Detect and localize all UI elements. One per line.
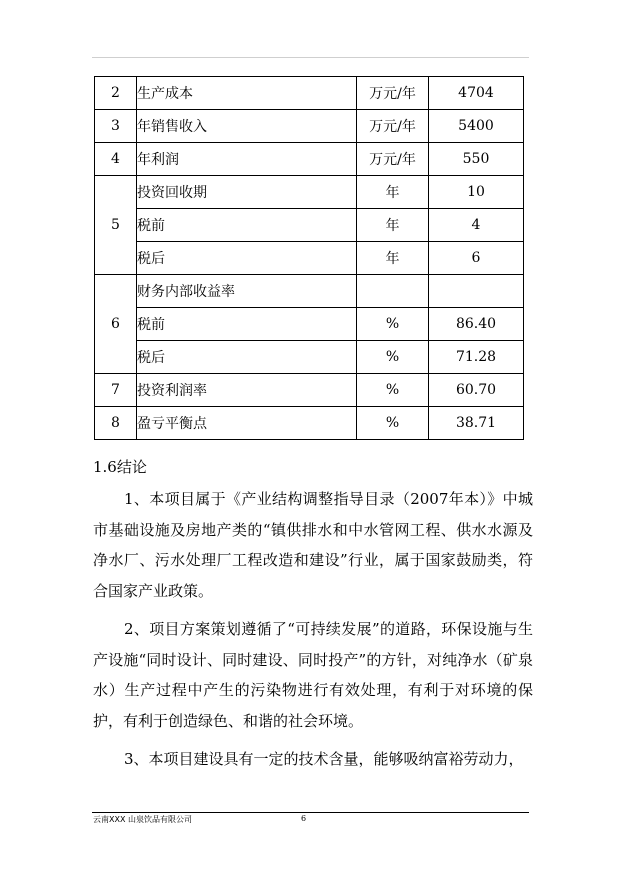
paragraph-text: 2、项目方案策划遵循了“可持续发展”的道路，环保设施与生产设施“同时设计、同时建设、同时投产”的方针，对纯净水（矿泉水）生产过程中产生的污染物进行有效处理，有利于对环境的保护，有利于创造绿色、和谐的社会环境。 — [93, 620, 533, 730]
item-name: 投资利润率 — [137, 374, 357, 407]
table-row — [95, 275, 524, 308]
item-name: 税后 — [137, 242, 357, 275]
conclusion-paragraph-3 — [93, 744, 533, 775]
section-heading: 1.6结论 — [93, 458, 147, 476]
item-value — [429, 275, 524, 308]
item-unit: % — [357, 308, 429, 341]
row-number: 6 — [95, 275, 137, 374]
item-value: 4704 — [429, 77, 524, 110]
paragraph-text: 3、本项目建设具有一定的技术含量，能够吸纳富裕劳动力， — [124, 750, 524, 768]
row-number: 8 — [95, 407, 137, 440]
paragraph-text: 1、本项目属于《产业结构调整指导目录（2007年本）》中城市基础设施及房地产类的“镇供排水和中水管网工程、供水水源及净水厂、污水处理厂工程改造和建设”行业，属于国家鼓励类，符合国家产业政策。 — [93, 490, 533, 600]
table-row — [95, 242, 524, 275]
item-name: 财务内部收益率 — [137, 275, 357, 308]
item-unit — [357, 275, 429, 308]
item-value: 10 — [429, 176, 524, 209]
page-number: 6 — [301, 814, 307, 823]
item-value: 550 — [429, 143, 524, 176]
economic-indicators-table — [94, 76, 524, 440]
item-name: 盈亏平衡点 — [137, 407, 357, 440]
item-name: 税前 — [137, 308, 357, 341]
item-value: 86.40 — [429, 308, 524, 341]
table-row — [95, 77, 524, 110]
item-unit: 年 — [357, 242, 429, 275]
item-unit: 万元/年 — [357, 110, 429, 143]
table-row — [95, 374, 524, 407]
table-row — [95, 341, 524, 374]
row-number: 4 — [95, 143, 137, 176]
table-row — [95, 176, 524, 209]
table-row — [95, 308, 524, 341]
item-value: 60.70 — [429, 374, 524, 407]
row-number: 2 — [95, 77, 137, 110]
table-row — [95, 110, 524, 143]
item-unit: 年 — [357, 176, 429, 209]
item-name: 投资回收期 — [137, 176, 357, 209]
table-row — [95, 209, 524, 242]
row-number: 5 — [95, 176, 137, 275]
item-value: 5400 — [429, 110, 524, 143]
item-unit: % — [357, 341, 429, 374]
item-unit: 万元/年 — [357, 143, 429, 176]
footer-company: 云南XXX 山泉饮品有限公司 — [93, 815, 192, 824]
item-value: 4 — [429, 209, 524, 242]
table-row — [95, 407, 524, 440]
conclusion-paragraph-2 — [93, 614, 533, 736]
item-unit: 万元/年 — [357, 77, 429, 110]
header-rule — [92, 57, 529, 58]
item-name: 年利润 — [137, 143, 357, 176]
item-name: 税前 — [137, 209, 357, 242]
conclusion-paragraph-1 — [93, 484, 533, 606]
item-unit: 年 — [357, 209, 429, 242]
item-value: 71.28 — [429, 341, 524, 374]
row-number: 7 — [95, 374, 137, 407]
row-number: 3 — [95, 110, 137, 143]
item-value: 38.71 — [429, 407, 524, 440]
table-row — [95, 143, 524, 176]
item-unit: % — [357, 374, 429, 407]
item-name: 生产成本 — [137, 77, 357, 110]
item-name: 税后 — [137, 341, 357, 374]
item-unit: % — [357, 407, 429, 440]
item-name: 年销售收入 — [137, 110, 357, 143]
footer-rule — [92, 812, 529, 813]
item-value: 6 — [429, 242, 524, 275]
